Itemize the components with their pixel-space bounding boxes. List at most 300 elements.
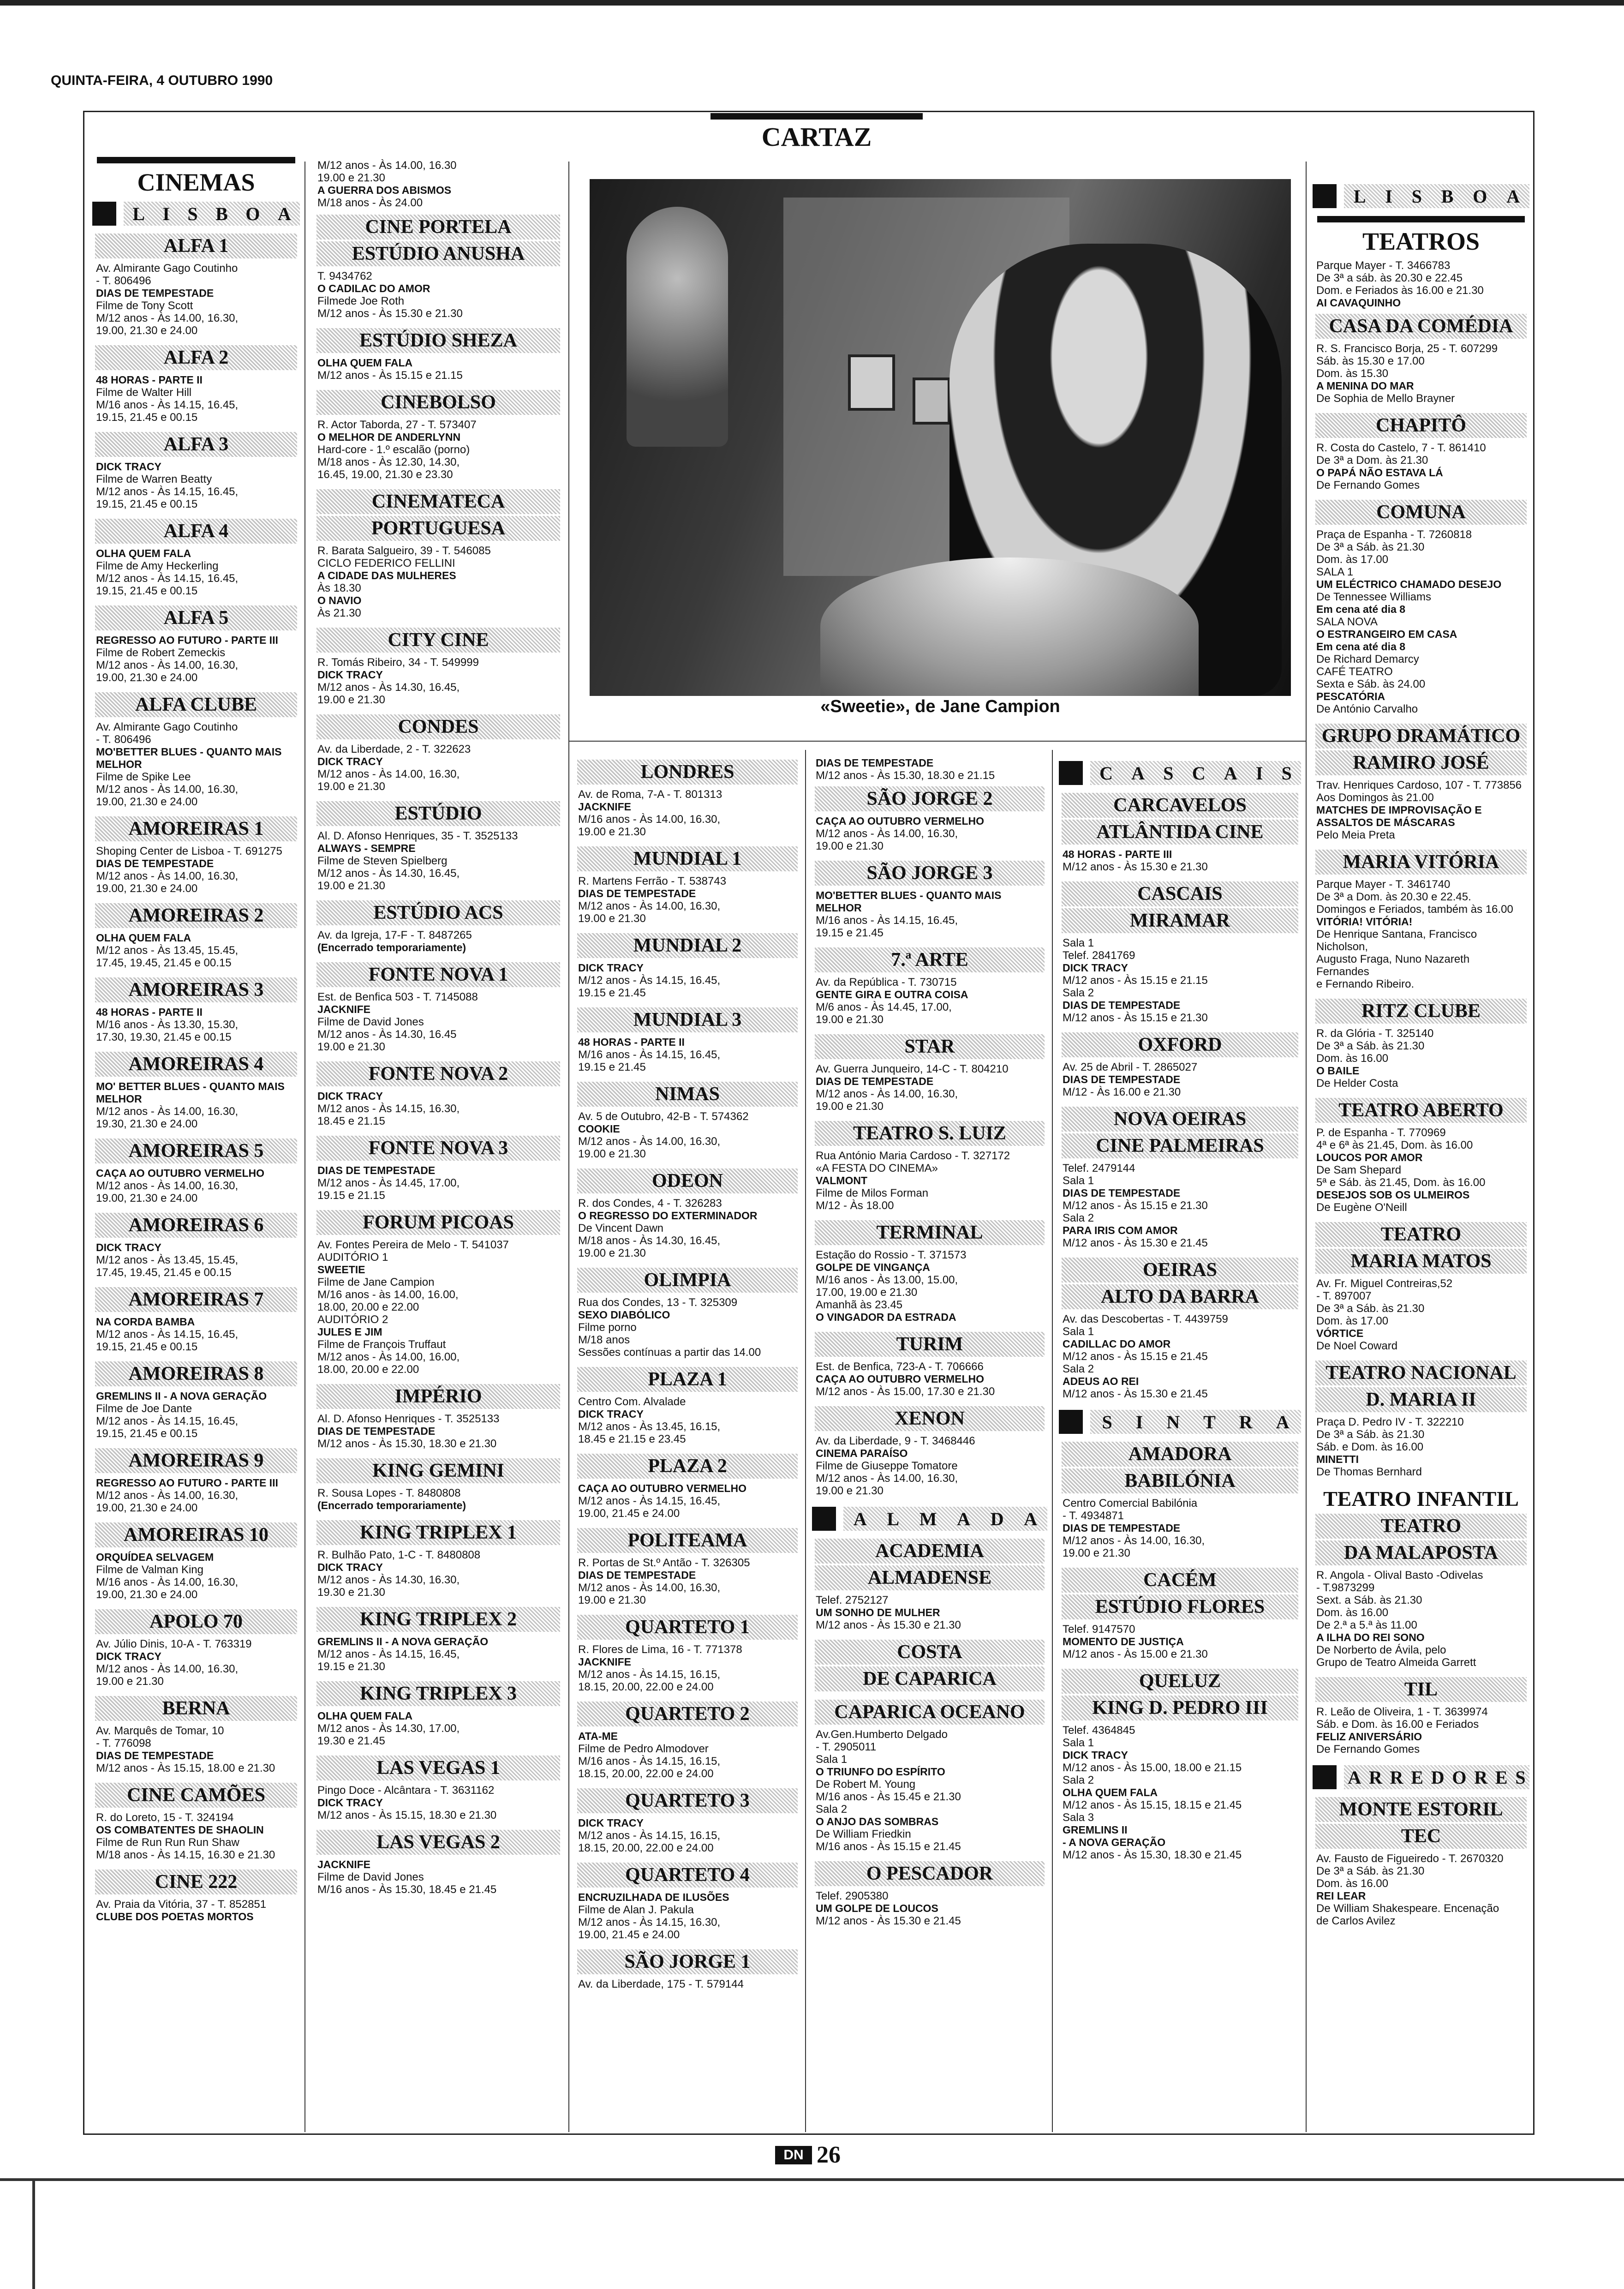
venue-details (317, 270, 559, 320)
listing-line: Telef. 2905380 (816, 1890, 889, 1902)
venue-name: QUARTETO 1 (577, 1615, 798, 1640)
listing-line: M/12 anos - Às 14.00, 16.30, (816, 1472, 958, 1485)
listing-line: M/12 anos - Às 15.30 e 21.30 (816, 1619, 961, 1631)
listing-line: Filme de Steven Spielberg (317, 855, 448, 867)
listing-line: 19.00 e 21.30 (578, 1594, 646, 1606)
listing-line: M/12 anos - Às 14.00, 16.30, (1063, 1534, 1205, 1547)
listing-line: De Helder Costa (1316, 1077, 1398, 1090)
venue-name: O PESCADOR (815, 1861, 1045, 1886)
venue-listing (92, 1287, 300, 1353)
listing-line: R. Barata Salgueiro, 39 - T. 546085 (317, 545, 491, 557)
venue-listing (574, 933, 800, 999)
venue-details (1063, 1497, 1297, 1559)
listing-line: 19.00 e 21.30 (317, 780, 385, 793)
listing-title: MOMENTO DE JUSTIÇA (1063, 1636, 1184, 1648)
listing-line: Sala 2 (1063, 1212, 1094, 1224)
venue-details (1316, 1416, 1526, 1478)
listing-line: Filme de Jane Campion (317, 1276, 435, 1288)
listing-line: e Fernando Ribeiro. (1316, 978, 1415, 990)
listing-line: De William Friedkin (816, 1828, 911, 1840)
venue-name: MARIA MATOS (1315, 1249, 1527, 1274)
venue-name: FORUM PICOAS (316, 1210, 560, 1235)
listing-line: 19.15 e 21.45 (578, 987, 646, 999)
listing-line: Av. da Liberdade, 9 - T. 3468446 (816, 1435, 975, 1447)
listing-title: SWEETIE (317, 1264, 365, 1276)
venue-listing (314, 628, 563, 706)
listing-line: M/16 anos - Às 13.30, 15.30, (96, 1019, 239, 1031)
venue-details (578, 1296, 797, 1359)
listing-line: Av. Marquês de Tomar, 10 (96, 1725, 224, 1737)
listing-title: 48 HORAS - PARTE II (96, 374, 203, 386)
venue-name: TEATRO ABERTO (1315, 1098, 1527, 1123)
venue-details (578, 1197, 797, 1259)
listing-line: T. 9434762 (317, 270, 372, 282)
listing-line: 19.15, 21.45 e 00.15 (96, 411, 198, 424)
listing-line: Av. Fontes Pereira de Melo - T. 541037 (317, 1239, 509, 1251)
region-marker-icon (1059, 761, 1083, 785)
venue-listing (314, 1756, 563, 1822)
listing-line: Filme de Joe Dante (96, 1402, 192, 1415)
listing-line: Filme de Amy Heckerling (96, 560, 219, 572)
listing-line: M/12 anos - Às 14.00, 16.30, (578, 1135, 721, 1148)
region-letter: L (132, 203, 145, 224)
listing-line: R. Tomás Ribeiro, 34 - T. 549999 (317, 656, 479, 669)
venue-name: AMADORA (1062, 1442, 1298, 1467)
listing-line: 19.00 e 21.30 (816, 840, 884, 852)
listing-line: 19.15, 21.45 e 00.15 (96, 1341, 198, 1353)
title-rule (1317, 216, 1525, 222)
venue-name: CARCAVELOS (1062, 793, 1298, 818)
venue-name: KING TRIPLEX 1 (316, 1520, 560, 1545)
venue-details (1063, 1162, 1297, 1249)
venue-listing (1313, 1514, 1529, 1669)
venue-name: CONDES (316, 714, 560, 739)
venue-details (1316, 1277, 1526, 1352)
listing-line: 19.00 e 21.30 (317, 1041, 385, 1053)
listing-line: SALA NOVA (1316, 616, 1378, 628)
title-rule (97, 157, 295, 163)
listing-line: Sáb. e Dom. às 16.00 e Feriados (1316, 1718, 1479, 1731)
listing-title: CLUBE DOS POETAS MORTOS (96, 1911, 254, 1923)
venue-name: FONTE NOVA 1 (316, 962, 560, 987)
venue-listing (314, 1061, 563, 1127)
listing-line: M/12 anos - Às 15.15, 18.30 e 21.30 (317, 1809, 497, 1822)
listing-line: 19.15, 21.45 e 00.15 (96, 585, 198, 597)
listing-title: MO'BETTER BLUES - QUANTO MAIS (96, 746, 282, 758)
listing-line: 19.15 e 21.45 (578, 1061, 646, 1073)
venue-name: MIRAMAR (1062, 908, 1298, 933)
listing-title: O REGRESSO DO EXTERMINADOR (578, 1210, 758, 1222)
venue-name: SÃO JORGE 1 (577, 1949, 798, 1974)
listing-line: M/12 anos - Às 14.15, 16.45, (96, 1415, 239, 1427)
venue-name: ESTÚDIO ANUSHA (316, 241, 560, 266)
listing-title: - A NOVA GERAÇÃO (1063, 1836, 1166, 1848)
venue-listing (92, 1522, 300, 1601)
venue-listing (1059, 881, 1301, 1024)
region-letter: M (919, 1508, 937, 1529)
venue-details (96, 1080, 296, 1130)
venue-name: AMOREIRAS 4 (95, 1052, 297, 1077)
listing-line: De 3ª a Sáb. às 21.30 (1316, 1428, 1425, 1441)
venue-details (96, 845, 296, 895)
region-letter: D (1431, 1767, 1445, 1788)
listing-line: Sáb. e Dom. às 16.00 (1316, 1441, 1424, 1453)
listing-line: Av. da Igreja, 17-F - T. 8487265 (317, 929, 472, 941)
venue-listing (1059, 793, 1301, 873)
venue-details (96, 1477, 296, 1514)
listing-line: Dom. às 17.00 (1316, 1315, 1389, 1327)
listing-line: M/12 anos - Às 13.45, 16.15, (578, 1420, 721, 1433)
venue-name: CASCAIS (1062, 881, 1298, 906)
venue-listing (1313, 850, 1529, 990)
listing-line: 19.00 e 21.30 (317, 694, 385, 706)
venue-details (578, 1817, 797, 1854)
venue-list (1059, 1442, 1301, 1861)
venue-details (317, 1784, 559, 1822)
listing-line: 19.00 e 21.30 (578, 826, 646, 838)
region-letter: I (1135, 1411, 1143, 1432)
venue-listing (1059, 1107, 1301, 1249)
listing-line: Grupo de Teatro Almeida Garrett (1316, 1656, 1476, 1669)
listing-line: Av. da República - T. 730715 (816, 976, 957, 989)
listing-line: 18.00, 20.00 e 22.00 (317, 1363, 419, 1376)
listing-line: M/12 anos - Às 14.30, 16.45, (317, 681, 460, 694)
region-letter: B (1441, 186, 1454, 207)
listing-line: Av. Guerra Junqueiro, 14-C - T. 804210 (816, 1063, 1009, 1075)
venue-name: POLITEAMA (577, 1528, 798, 1553)
listing-line: M/12 anos - Às 14.00, 16.30, (816, 827, 958, 840)
listing-line: Centro Com. Alvalade (578, 1396, 686, 1408)
listing-line: 17.00, 19.00 e 21.30 (816, 1286, 918, 1299)
venue-name: AMOREIRAS 9 (95, 1448, 297, 1473)
venue-name: PLAZA 2 (577, 1454, 798, 1479)
listing-line: M/16 anos - Às 14.15, 16.45, (578, 1049, 721, 1061)
venue-listing (314, 1384, 563, 1450)
listing-line: De 3ª a Sáb. às 21.30 (1316, 541, 1425, 553)
column-divider (1306, 162, 1307, 2132)
listing-line: Sexta e Sáb. às 24.00 (1316, 678, 1426, 690)
listing-line: SALA 1 (1316, 566, 1354, 578)
listing-line: Sala 1 (1063, 1174, 1094, 1187)
region-letter: A (853, 1508, 867, 1529)
listing-line: M/12 anos - Às 15.15, 18.00 e 21.30 (96, 1762, 275, 1774)
listing-line: 4ª e 6ª às 21.45, Dom. às 16.00 (1316, 1139, 1473, 1151)
venue-details (816, 815, 1044, 852)
listing-title: ALWAYS - SEMPRE (317, 842, 416, 854)
venue-listing (314, 390, 563, 481)
listing-line: 19.00, 21.30 e 24.00 (96, 324, 198, 337)
venue-listing (314, 1210, 563, 1376)
listing-line: De Henrique Santana, Francisco (1316, 928, 1477, 941)
venue-listing (1313, 999, 1529, 1090)
venue-details (1316, 1852, 1526, 1927)
listing-line: Às 18.30 (317, 582, 361, 594)
venue-listing (574, 846, 800, 925)
listing-line: Est. de Benfica, 723-A - T. 706666 (816, 1360, 984, 1373)
venue-listing (1059, 1032, 1301, 1098)
listing-line: Sala 3 (1063, 1811, 1094, 1824)
venue-listing (574, 1615, 800, 1693)
listing-line: R. S. Francisco Borja, 25 - T. 607299 (1316, 342, 1498, 355)
venue-listing (812, 1332, 1047, 1398)
venue-name: ATLÂNTIDA CINE (1062, 820, 1298, 845)
listing-line: 19.00 e 21.30 (578, 1148, 646, 1160)
listing-title: AI CAVAQUINHO (1316, 297, 1401, 309)
listing-line: Filme de Pedro Almodover (578, 1743, 709, 1755)
listing-title: UM GOLPE DE LOUCOS (816, 1902, 938, 1914)
venue-name: D. MARIA II (1315, 1387, 1527, 1412)
listing-line: M/12 anos - Às 14.15, 16.45, (96, 572, 239, 585)
listing-title: LOUCOS POR AMOR (1316, 1151, 1423, 1163)
venue-listing (92, 432, 300, 510)
region-letter: E (1411, 1767, 1423, 1788)
listing-line: M/12 anos - Às 15.00, 18.00 e 21.15 (1063, 1762, 1242, 1774)
listing-title: DIAS DE TEMPESTADE (317, 1425, 436, 1437)
venue-listing (574, 1863, 800, 1941)
venue-details (816, 1063, 1044, 1113)
listing-line: M/16 anos - Às 15.15 e 21.45 (816, 1840, 961, 1853)
venue-listing (574, 1367, 800, 1445)
venue-details (578, 1036, 797, 1073)
column-divider (304, 162, 305, 2132)
venue-listing (92, 1448, 300, 1514)
venue-listing (812, 1700, 1047, 1853)
venue-details (1316, 878, 1526, 990)
region-sintra (1059, 1408, 1301, 1435)
venue-details (317, 357, 559, 382)
region-letter: O (245, 203, 260, 224)
venue-name: MUNDIAL 2 (577, 933, 798, 958)
venue-listing (1059, 1442, 1301, 1559)
venue-details (1316, 779, 1526, 841)
listing-title: O TRIUNFO DO ESPÍRITO (816, 1766, 945, 1778)
listing-line: R. dos Condes, 4 - T. 326283 (578, 1197, 722, 1210)
venue-name: ESTÚDIO ACS (316, 900, 560, 925)
listing-line: Augusto Fraga, Nuno Nazareth (1316, 953, 1470, 965)
listing-line: Av. Almirante Gago Coutinho (96, 721, 238, 733)
listing-line: M/16 anos - Às 15.45 e 21.30 (816, 1791, 961, 1803)
listing-line: M/12 - Às 18.00 (816, 1199, 894, 1212)
region-label (1090, 761, 1301, 785)
venue-name: PLAZA 1 (577, 1367, 798, 1392)
listing-title: PESCATÓRIA (1316, 690, 1385, 702)
listing-title: DICK TRACY (96, 1650, 161, 1662)
listing-line: M/12 anos - Às 14.00, 16.30, (816, 1088, 958, 1100)
venue-listing (92, 1213, 300, 1279)
listing-title: GREMLINS II - A NOVA GERAÇÃO (317, 1636, 489, 1648)
region-letter: A (1131, 762, 1145, 784)
listing-line: Al. D. Afonso Henriques - T. 3525133 (317, 1413, 500, 1425)
listing-title: MATCHES DE IMPROVISAÇÃO E (1316, 804, 1482, 816)
listing-line: M/12 anos - Às 15.30 e 21.45 (1063, 1388, 1208, 1400)
venue-name: TEATRO (1315, 1222, 1527, 1247)
listing-line: R. Actor Taborda, 27 - T. 573407 (317, 419, 477, 431)
listing-line: Filmede Joe Roth (317, 295, 405, 307)
listing-line: M/12 anos - Às 14.30, 16.45, (317, 867, 460, 880)
listing-line: Sala 2 (1063, 1774, 1094, 1786)
listing-line: AUDITÓRIO 1 (317, 1251, 388, 1264)
venue-details (1316, 442, 1526, 491)
listing-title: O BAILE (1316, 1065, 1360, 1077)
listing-line: Parque Mayer - T. 3466783 (1316, 259, 1451, 272)
cinemas-column-1 (92, 157, 300, 2095)
listing-line: Av. 5 de Outubro, 42-B - T. 574362 (578, 1110, 749, 1123)
listing-line: M/12 anos - Às 15.00, 17.30 e 21.30 (816, 1385, 995, 1398)
listing-line: Sala 2 (1063, 987, 1094, 999)
listing-line: De 3ª a Sáb. às 21.30 (1316, 1040, 1425, 1052)
listing-line: 19.00 e 21.30 (317, 172, 385, 184)
listing-line: M/16 anos - Às 14.15, 16.45, (816, 914, 958, 927)
listing-line: M/16 anos - Às 14.15, 16.45, (96, 399, 239, 411)
listing-line: M/12 anos - Às 14.00, 16.30, (96, 1105, 239, 1118)
venue-details (96, 932, 296, 969)
listing-title: DIAS DE TEMPESTADE (816, 1075, 934, 1087)
venue-list (1313, 314, 1529, 1478)
venue-name: ESTÚDIO FLORES (1062, 1594, 1298, 1619)
venue-name: IMPÉRIO (316, 1384, 560, 1409)
listing-line: 19.00, 21.45 e 24.00 (578, 1929, 680, 1941)
venue-details (1063, 1313, 1297, 1400)
listing-line: M/12 anos - Às 14.15, 16.45, (578, 974, 721, 987)
venue-details (96, 1898, 296, 1923)
listing-line: M/12 anos - Às 14.00, 16.30, (578, 900, 721, 912)
venue-details (96, 1167, 296, 1204)
venue-name: MUNDIAL 3 (577, 1007, 798, 1032)
section-title: CARTAZ (710, 113, 923, 152)
listing-title: DICK TRACY (578, 1817, 644, 1829)
listing-title: DICK TRACY (317, 1090, 383, 1102)
listing-title: O PAPÁ NÃO ESTAVA LÁ (1316, 467, 1443, 479)
listing-title: 48 HORAS - PARTE III (1063, 848, 1172, 860)
listing-title: REGRESSO AO FUTURO - PARTE III (96, 634, 278, 646)
region-letter: N (1166, 1411, 1180, 1432)
listing-line: 19.15 e 21.30 (317, 1660, 385, 1673)
region-lisboa (92, 200, 300, 227)
venue-listing (812, 1539, 1047, 1631)
region-marker-icon (812, 1507, 836, 1531)
listing-title: OLHA QUEM FALA (96, 932, 191, 944)
listing-line: Filme de Tony Scott (96, 300, 193, 312)
listing-title: CAÇA AO OUTUBRO VERMELHO (816, 1373, 985, 1385)
venue-listing (574, 1454, 800, 1520)
venue-listing (1313, 1222, 1529, 1352)
listing-line: Filme porno (578, 1321, 637, 1334)
venue-name: CINEBOLSO (316, 390, 560, 415)
venue-details (96, 262, 296, 337)
listing-line: 18.15, 20.00, 22.00 e 24.00 (578, 1842, 714, 1854)
venue-details (96, 1551, 296, 1601)
venue-list (314, 215, 563, 1896)
listing-line: M/12 anos - Às 15.15 e 21.30 (1063, 1199, 1208, 1212)
venue-name: SÃO JORGE 3 (815, 861, 1045, 886)
venue-name: QUARTETO 4 (577, 1863, 798, 1888)
listing-line: De Fernando Gomes (1316, 479, 1420, 491)
listing-title: GENTE GIRA E OUTRA COISA (816, 989, 968, 1001)
listing-line: Praça D. Pedro IV - T. 322210 (1316, 1416, 1464, 1428)
listing-title: O VINGADOR DA ESTRADA (816, 1311, 956, 1323)
bottom-edge-mark (32, 2178, 35, 2289)
venue-details (816, 1728, 1044, 1853)
venue-listing (812, 1861, 1047, 1927)
listing-line: R. Angola - Olival Basto -Odivelas (1316, 1569, 1483, 1582)
venue-listing (1313, 1797, 1529, 1927)
listing-line: Centro Comercial Babilónia (1063, 1497, 1198, 1510)
listing-line: M/12 anos - Às 15.15, 18.15 e 21.45 (1063, 1799, 1242, 1811)
listing-line: Sala 2 (1063, 1363, 1094, 1375)
venue-details (1316, 1569, 1526, 1669)
listing-title: Em cena até dia 8 (1316, 641, 1406, 653)
listing-title: (Encerrado temporariamente) (317, 941, 466, 953)
listing-line: De Norberto de Ávila, pelo (1316, 1644, 1446, 1656)
venue-listing (92, 977, 300, 1043)
venue-listing (314, 801, 563, 892)
listing-line: 17.45, 19.45, 21.45 e 00.15 (96, 957, 232, 969)
listing-title: A MENINA DO MAR (1316, 380, 1414, 392)
listing-line: 19.30 e 21.45 (317, 1735, 385, 1747)
listing-line: M/6 anos - Às 14.45, 17.00, (816, 1001, 952, 1013)
listing-line: Av. Praia da Vitória, 37 - T. 852851 (96, 1898, 267, 1911)
listing-line: M/12 anos - Às 14.00, 16.30, (578, 1582, 721, 1594)
venue-details (578, 875, 797, 925)
listing-line: Sala 1 (1063, 1737, 1094, 1749)
region-cascais (1059, 760, 1301, 786)
venue-listing (92, 1609, 300, 1688)
venue-list (812, 1539, 1047, 1927)
listing-line: Filme de David Jones (317, 1016, 424, 1028)
venue-details (578, 1643, 797, 1693)
listing-line: Sala 1 (816, 1753, 848, 1766)
venue-name: RAMIRO JOSÉ (1315, 750, 1527, 775)
venue-listing (1313, 413, 1529, 491)
region-label (124, 202, 300, 226)
listing-line: Às 21.30 (317, 607, 361, 619)
listing-title: OLHA QUEM FALA (96, 547, 191, 559)
listing-line: 19.30, 21.30 e 24.00 (96, 1118, 198, 1130)
venue-name: CINE CAMÕES (95, 1783, 297, 1808)
venue-name: BERNA (95, 1696, 297, 1721)
venue-name: AMOREIRAS 7 (95, 1287, 297, 1312)
venue-name: NIMAS (577, 1082, 798, 1107)
venue-details (1316, 528, 1526, 715)
listing-line: M/18 anos - Às 24.00 (317, 197, 423, 209)
venue-name: LAS VEGAS 2 (316, 1830, 560, 1855)
listing-line: Filme de François Truffaut (317, 1338, 446, 1351)
listing-title: MO'BETTER BLUES - QUANTO MAIS (816, 889, 1002, 901)
listing-title: OLHA QUEM FALA (317, 357, 413, 369)
listing-line: 19.15 e 21.15 (317, 1189, 385, 1202)
listing-line: De Vincent Dawn (578, 1222, 663, 1234)
listing-title: DIAS DE TEMPESTADE (96, 1750, 214, 1762)
venue-details (816, 1594, 1044, 1631)
venue-listing (812, 786, 1047, 852)
listing-title: O ANJO DAS SOMBRAS (816, 1816, 939, 1828)
venue-listing (1059, 1258, 1301, 1400)
venue-name: CITY CINE (316, 628, 560, 653)
venue-listing (314, 489, 563, 619)
region-letter: A (1024, 1508, 1038, 1529)
listing-line: Telef. 9147570 (1063, 1623, 1135, 1636)
listing-title: FELIZ ANIVERSÁRIO (1316, 1731, 1422, 1743)
listing-line: M/12 anos - Às 14.15, 16.45, (96, 485, 239, 498)
listing-line: De Robert M. Young (816, 1778, 916, 1791)
listing-line: AUDITÓRIO 2 (317, 1313, 388, 1326)
venue-name: STAR (815, 1034, 1045, 1059)
listing-line: Telef. 2841769 (1063, 949, 1135, 962)
region-letter: D (990, 1508, 1004, 1529)
venue-details (578, 1978, 797, 1990)
listing-line: 19.00, 21.45 e 24.00 (578, 1507, 680, 1520)
listing-line: De Sophia de Mello Brayner (1316, 392, 1455, 405)
